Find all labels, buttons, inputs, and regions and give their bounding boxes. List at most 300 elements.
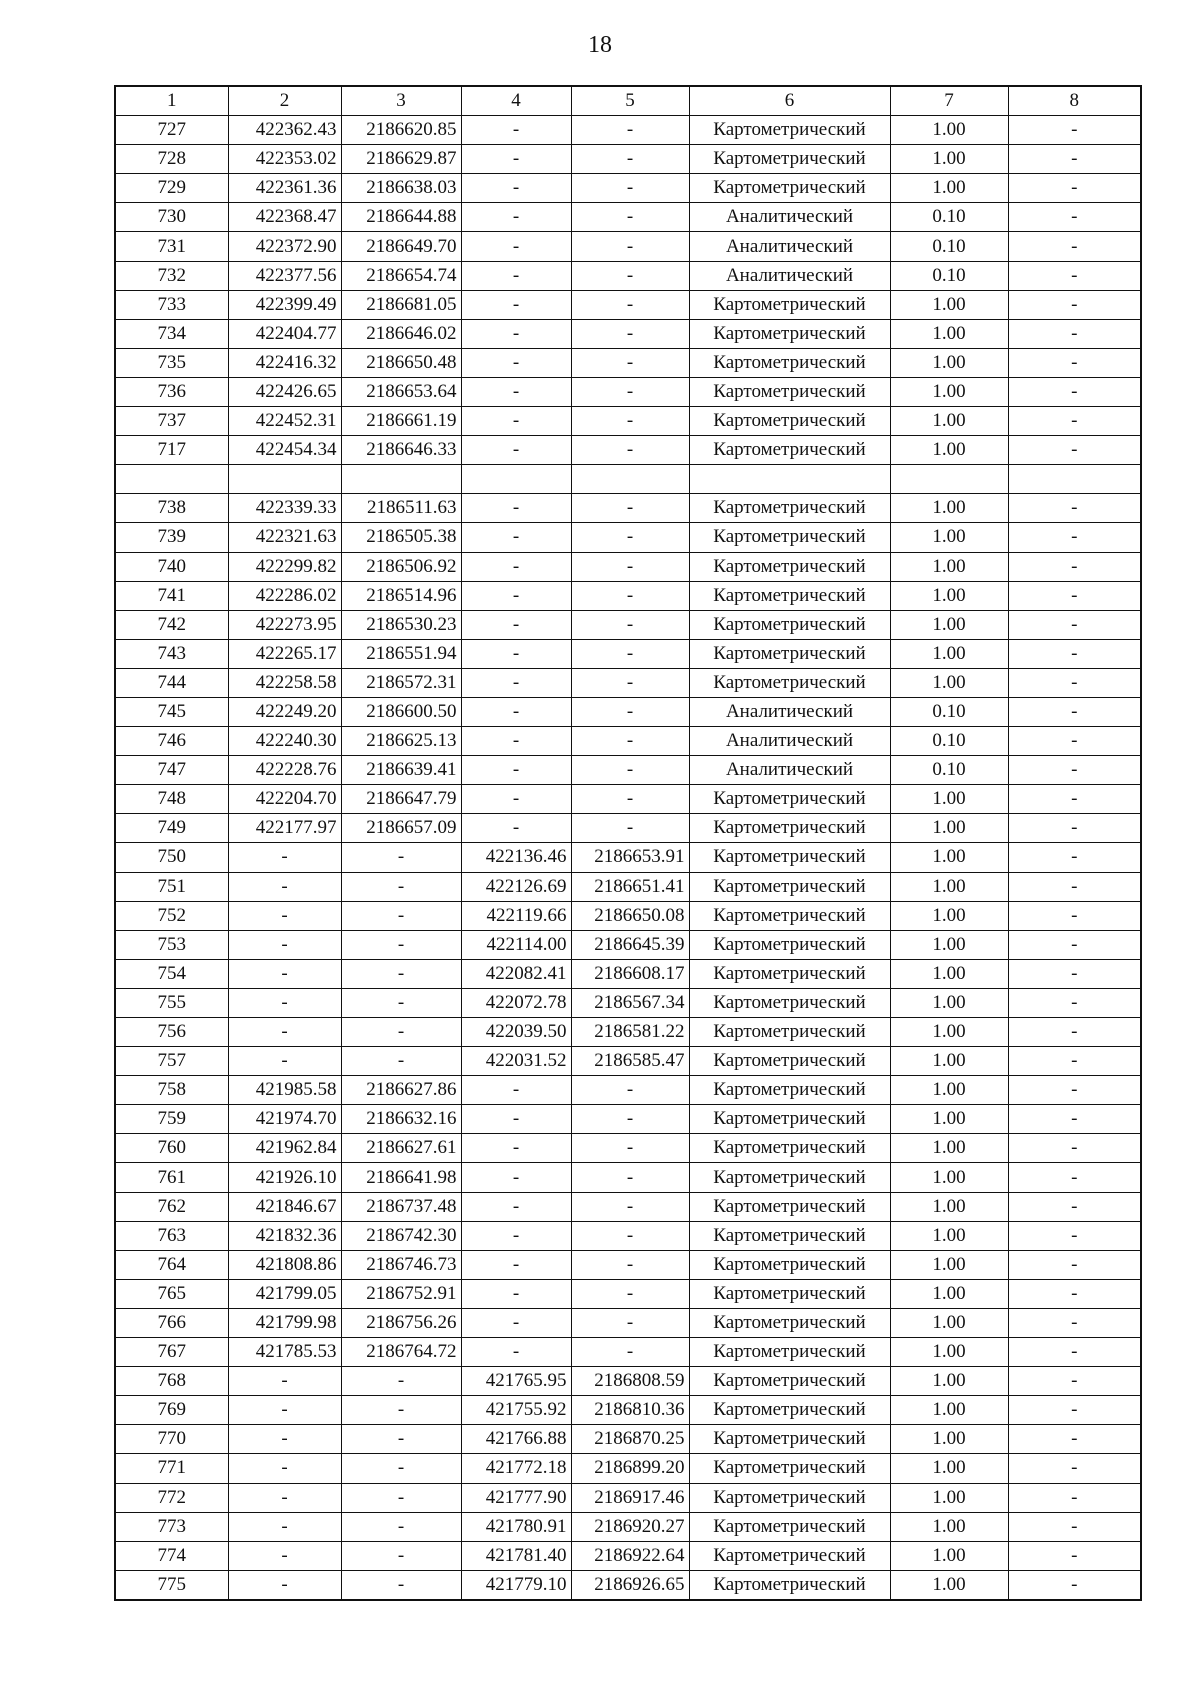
cell-point-number: 758 <box>115 1076 228 1105</box>
cell-x-existing: - <box>228 1570 341 1600</box>
cell-method: Картометрический <box>689 1512 890 1541</box>
cell-method: Картометрический <box>689 377 890 406</box>
cell-point-number: 752 <box>115 901 228 930</box>
cell-description: - <box>1008 756 1141 785</box>
cell-y-new: 2186567.34 <box>571 988 689 1017</box>
cell-x-new: - <box>461 785 571 814</box>
cell-y-new: - <box>571 756 689 785</box>
cell-y-existing: 2186647.79 <box>341 785 461 814</box>
table-row <box>115 116 1141 145</box>
cell-description: - <box>1008 785 1141 814</box>
cell-description: - <box>1008 1396 1141 1425</box>
cell-point-number: 767 <box>115 1338 228 1367</box>
cell-description: - <box>1008 1047 1141 1076</box>
cell-accuracy: 1.00 <box>890 1308 1008 1337</box>
table-row <box>115 872 1141 901</box>
cell-point-number: 769 <box>115 1396 228 1425</box>
table-row <box>115 494 1141 523</box>
cell-x-new: - <box>461 203 571 232</box>
cell-x-new: 422126.69 <box>461 872 571 901</box>
cell-method: Картометрический <box>689 668 890 697</box>
cell-x-new: 421779.10 <box>461 1570 571 1600</box>
cell-accuracy: 1.00 <box>890 1076 1008 1105</box>
table-row <box>115 1512 1141 1541</box>
table-body <box>115 116 1141 1600</box>
cell-accuracy: 1.00 <box>890 377 1008 406</box>
cell-y-existing: - <box>341 1367 461 1396</box>
cell-point-number: 733 <box>115 290 228 319</box>
cell-x-new: - <box>461 174 571 203</box>
cell-description: - <box>1008 697 1141 726</box>
cell-y-new: 2186653.91 <box>571 843 689 872</box>
cell-y-existing: 2186653.64 <box>341 377 461 406</box>
cell-description: - <box>1008 1250 1141 1279</box>
table-row <box>115 1105 1141 1134</box>
cell-y-existing <box>341 465 461 494</box>
cell-description: - <box>1008 232 1141 261</box>
cell-point-number <box>115 465 228 494</box>
cell-x-existing: 422240.30 <box>228 727 341 756</box>
table-row <box>115 1570 1141 1600</box>
cell-y-new: - <box>571 232 689 261</box>
cell-accuracy: 1.00 <box>890 988 1008 1017</box>
cell-y-new: 2186920.27 <box>571 1512 689 1541</box>
cell-point-number: 731 <box>115 232 228 261</box>
cell-y-existing: - <box>341 843 461 872</box>
cell-method: Картометрический <box>689 319 890 348</box>
cell-y-existing: 2186638.03 <box>341 174 461 203</box>
cell-point-number: 762 <box>115 1192 228 1221</box>
cell-y-existing: - <box>341 988 461 1017</box>
cell-x-existing: 422265.17 <box>228 639 341 668</box>
cell-method: Картометрический <box>689 1338 890 1367</box>
cell-point-number: 738 <box>115 494 228 523</box>
table-row <box>115 959 1141 988</box>
cell-x-existing: 422273.95 <box>228 610 341 639</box>
cell-x-existing: 422299.82 <box>228 552 341 581</box>
cell-method: Аналитический <box>689 261 890 290</box>
cell-method: Картометрический <box>689 581 890 610</box>
cell-method: Картометрический <box>689 407 890 436</box>
cell-point-number: 734 <box>115 319 228 348</box>
cell-description: - <box>1008 727 1141 756</box>
cell-accuracy: 1.00 <box>890 1221 1008 1250</box>
cell-x-new: - <box>461 639 571 668</box>
cell-x-existing: 421974.70 <box>228 1105 341 1134</box>
page-number: 18 <box>588 32 612 58</box>
cell-y-existing: - <box>341 1541 461 1570</box>
cell-x-existing: 421808.86 <box>228 1250 341 1279</box>
cell-y-new: - <box>571 552 689 581</box>
cell-x-new: 422082.41 <box>461 959 571 988</box>
cell-point-number: 736 <box>115 377 228 406</box>
cell-accuracy: 1.00 <box>890 930 1008 959</box>
cell-accuracy: 1.00 <box>890 1134 1008 1163</box>
cell-method: Картометрический <box>689 1308 890 1337</box>
cell-x-existing: 422258.58 <box>228 668 341 697</box>
cell-x-new: 422039.50 <box>461 1018 571 1047</box>
cell-accuracy: 1.00 <box>890 872 1008 901</box>
cell-y-existing: 2186681.05 <box>341 290 461 319</box>
cell-description: - <box>1008 581 1141 610</box>
table-row <box>115 261 1141 290</box>
cell-x-existing: 422404.77 <box>228 319 341 348</box>
cell-y-new: 2186810.36 <box>571 1396 689 1425</box>
cell-accuracy: 0.10 <box>890 232 1008 261</box>
cell-accuracy: 1.00 <box>890 523 1008 552</box>
column-header-1: 1 <box>115 86 228 116</box>
cell-method: Картометрический <box>689 1192 890 1221</box>
table-row <box>115 1396 1141 1425</box>
coordinates-table <box>114 85 1142 1601</box>
table-row <box>115 697 1141 726</box>
cell-method <box>689 465 890 494</box>
cell-y-new: - <box>571 1192 689 1221</box>
cell-x-existing: - <box>228 1454 341 1483</box>
cell-y-existing: - <box>341 872 461 901</box>
cell-x-existing: 422372.90 <box>228 232 341 261</box>
cell-method: Картометрический <box>689 814 890 843</box>
cell-y-new: - <box>571 1279 689 1308</box>
cell-y-new: - <box>571 261 689 290</box>
cell-y-new: - <box>571 319 689 348</box>
table-row <box>115 1454 1141 1483</box>
cell-y-new: 2186608.17 <box>571 959 689 988</box>
cell-accuracy: 1.00 <box>890 959 1008 988</box>
cell-y-existing: - <box>341 1018 461 1047</box>
cell-point-number: 763 <box>115 1221 228 1250</box>
cell-description: - <box>1008 959 1141 988</box>
cell-y-new: - <box>571 116 689 145</box>
table-row <box>115 290 1141 319</box>
cell-x-new: 422072.78 <box>461 988 571 1017</box>
cell-method: Картометрический <box>689 436 890 465</box>
table-row <box>115 1163 1141 1192</box>
cell-y-new: 2186917.46 <box>571 1483 689 1512</box>
cell-y-existing: 2186657.09 <box>341 814 461 843</box>
cell-x-existing: - <box>228 1367 341 1396</box>
cell-point-number: 765 <box>115 1279 228 1308</box>
cell-x-existing: 421926.10 <box>228 1163 341 1192</box>
table-row <box>115 581 1141 610</box>
cell-y-new: - <box>571 639 689 668</box>
cell-point-number: 744 <box>115 668 228 697</box>
cell-y-new: 2186922.64 <box>571 1541 689 1570</box>
cell-x-existing: - <box>228 1541 341 1570</box>
cell-accuracy: 1.00 <box>890 1454 1008 1483</box>
table-row <box>115 1134 1141 1163</box>
table-row <box>115 1221 1141 1250</box>
cell-y-new: - <box>571 610 689 639</box>
cell-x-new: - <box>461 116 571 145</box>
cell-x-existing: 422426.65 <box>228 377 341 406</box>
cell-x-new: - <box>461 1338 571 1367</box>
cell-y-new: - <box>571 1134 689 1163</box>
cell-accuracy: 1.00 <box>890 668 1008 697</box>
cell-description: - <box>1008 116 1141 145</box>
cell-description: - <box>1008 1483 1141 1512</box>
cell-y-new: 2186870.25 <box>571 1425 689 1454</box>
table-row <box>115 1483 1141 1512</box>
cell-accuracy: 1.00 <box>890 785 1008 814</box>
cell-y-existing: 2186625.13 <box>341 727 461 756</box>
cell-y-existing: 2186649.70 <box>341 232 461 261</box>
cell-y-existing: 2186746.73 <box>341 1250 461 1279</box>
column-header-7: 7 <box>890 86 1008 116</box>
cell-x-existing: 421962.84 <box>228 1134 341 1163</box>
table-row <box>115 203 1141 232</box>
cell-point-number: 748 <box>115 785 228 814</box>
cell-x-existing: - <box>228 872 341 901</box>
cell-y-new: 2186899.20 <box>571 1454 689 1483</box>
cell-x-new: - <box>461 145 571 174</box>
cell-y-new: - <box>571 348 689 377</box>
cell-x-new: - <box>461 697 571 726</box>
cell-x-new: 422114.00 <box>461 930 571 959</box>
cell-accuracy: 1.00 <box>890 843 1008 872</box>
cell-method: Картометрический <box>689 1279 890 1308</box>
cell-method: Картометрический <box>689 1105 890 1134</box>
cell-point-number: 766 <box>115 1308 228 1337</box>
cell-description: - <box>1008 1163 1141 1192</box>
cell-x-new: - <box>461 756 571 785</box>
cell-y-new: 2186585.47 <box>571 1047 689 1076</box>
cell-x-new: - <box>461 407 571 436</box>
cell-point-number: 753 <box>115 930 228 959</box>
cell-method: Аналитический <box>689 727 890 756</box>
table-row <box>115 174 1141 203</box>
cell-description: - <box>1008 872 1141 901</box>
cell-description: - <box>1008 319 1141 348</box>
cell-y-existing: - <box>341 930 461 959</box>
cell-point-number: 768 <box>115 1367 228 1396</box>
cell-point-number: 750 <box>115 843 228 872</box>
cell-x-existing: 422416.32 <box>228 348 341 377</box>
cell-accuracy: 0.10 <box>890 756 1008 785</box>
column-header-2: 2 <box>228 86 341 116</box>
cell-y-new: - <box>571 1105 689 1134</box>
cell-y-new: - <box>571 814 689 843</box>
cell-method: Картометрический <box>689 1076 890 1105</box>
cell-x-existing: 421985.58 <box>228 1076 341 1105</box>
cell-accuracy: 1.00 <box>890 552 1008 581</box>
cell-method: Картометрический <box>689 1134 890 1163</box>
table-row <box>115 1541 1141 1570</box>
cell-description: - <box>1008 494 1141 523</box>
cell-point-number: 771 <box>115 1454 228 1483</box>
cell-x-new: - <box>461 814 571 843</box>
column-header-6: 6 <box>689 86 890 116</box>
cell-description: - <box>1008 203 1141 232</box>
table-row <box>115 145 1141 174</box>
cell-y-existing: 2186641.98 <box>341 1163 461 1192</box>
cell-accuracy: 1.00 <box>890 1570 1008 1600</box>
cell-description: - <box>1008 930 1141 959</box>
cell-point-number: 756 <box>115 1018 228 1047</box>
cell-y-new: - <box>571 523 689 552</box>
cell-accuracy: 1.00 <box>890 581 1008 610</box>
cell-y-new: - <box>571 668 689 697</box>
cell-accuracy <box>890 465 1008 494</box>
cell-x-new: 421780.91 <box>461 1512 571 1541</box>
cell-x-new: - <box>461 1105 571 1134</box>
cell-accuracy: 0.10 <box>890 727 1008 756</box>
cell-point-number: 759 <box>115 1105 228 1134</box>
table-row <box>115 988 1141 1017</box>
cell-y-existing: - <box>341 1425 461 1454</box>
cell-y-new: - <box>571 785 689 814</box>
cell-y-existing: - <box>341 1047 461 1076</box>
cell-description: - <box>1008 814 1141 843</box>
cell-y-existing: 2186632.16 <box>341 1105 461 1134</box>
cell-x-existing <box>228 465 341 494</box>
cell-y-new: - <box>571 436 689 465</box>
cell-accuracy: 1.00 <box>890 1367 1008 1396</box>
cell-description: - <box>1008 1570 1141 1600</box>
cell-accuracy: 1.00 <box>890 1396 1008 1425</box>
cell-y-existing: - <box>341 1454 461 1483</box>
cell-accuracy: 0.10 <box>890 203 1008 232</box>
cell-description: - <box>1008 1338 1141 1367</box>
cell-x-existing: 422228.76 <box>228 756 341 785</box>
cell-x-new: 422136.46 <box>461 843 571 872</box>
cell-description: - <box>1008 1512 1141 1541</box>
cell-x-new: - <box>461 552 571 581</box>
cell-point-number: 727 <box>115 116 228 145</box>
table-row <box>115 348 1141 377</box>
cell-y-existing: 2186506.92 <box>341 552 461 581</box>
cell-accuracy: 0.10 <box>890 697 1008 726</box>
table-row <box>115 668 1141 697</box>
cell-y-existing: 2186627.86 <box>341 1076 461 1105</box>
cell-x-new: - <box>461 1250 571 1279</box>
cell-x-existing: - <box>228 930 341 959</box>
cell-x-existing: - <box>228 843 341 872</box>
table-row <box>115 756 1141 785</box>
cell-x-new: 421781.40 <box>461 1541 571 1570</box>
cell-method: Картометрический <box>689 494 890 523</box>
cell-accuracy: 1.00 <box>890 407 1008 436</box>
cell-y-existing: 2186620.85 <box>341 116 461 145</box>
cell-x-new: 421766.88 <box>461 1425 571 1454</box>
cell-method: Картометрический <box>689 1425 890 1454</box>
cell-description: - <box>1008 668 1141 697</box>
column-header-5: 5 <box>571 86 689 116</box>
cell-y-existing: 2186646.02 <box>341 319 461 348</box>
cell-x-existing: - <box>228 1425 341 1454</box>
cell-description: - <box>1008 261 1141 290</box>
cell-method: Картометрический <box>689 1163 890 1192</box>
cell-x-new: - <box>461 232 571 261</box>
cell-method: Картометрический <box>689 610 890 639</box>
cell-accuracy: 1.00 <box>890 1338 1008 1367</box>
cell-method: Картометрический <box>689 1396 890 1425</box>
cell-accuracy: 1.00 <box>890 1425 1008 1454</box>
cell-description: - <box>1008 1541 1141 1570</box>
cell-x-existing: 422452.31 <box>228 407 341 436</box>
cell-method: Картометрический <box>689 785 890 814</box>
table-row <box>115 1425 1141 1454</box>
table-row <box>115 1367 1141 1396</box>
cell-y-new: - <box>571 494 689 523</box>
table-row <box>115 727 1141 756</box>
cell-point-number: 729 <box>115 174 228 203</box>
cell-x-new: - <box>461 1134 571 1163</box>
cell-description <box>1008 465 1141 494</box>
cell-y-new: - <box>571 1308 689 1337</box>
cell-x-new: 422031.52 <box>461 1047 571 1076</box>
cell-method: Картометрический <box>689 1570 890 1600</box>
cell-accuracy: 1.00 <box>890 814 1008 843</box>
cell-y-existing: 2186530.23 <box>341 610 461 639</box>
cell-description: - <box>1008 1192 1141 1221</box>
cell-y-new: - <box>571 203 689 232</box>
cell-method: Аналитический <box>689 203 890 232</box>
table-row <box>115 901 1141 930</box>
cell-method: Картометрический <box>689 872 890 901</box>
cell-x-new: 421777.90 <box>461 1483 571 1512</box>
cell-y-new: - <box>571 407 689 436</box>
cell-point-number: 732 <box>115 261 228 290</box>
cell-y-new: 2186926.65 <box>571 1570 689 1600</box>
cell-method: Картометрический <box>689 1047 890 1076</box>
cell-y-existing: - <box>341 1570 461 1600</box>
cell-point-number: 770 <box>115 1425 228 1454</box>
cell-y-existing: 2186764.72 <box>341 1338 461 1367</box>
cell-accuracy: 1.00 <box>890 610 1008 639</box>
cell-y-new: 2186808.59 <box>571 1367 689 1396</box>
cell-method: Картометрический <box>689 174 890 203</box>
cell-x-existing: 421799.05 <box>228 1279 341 1308</box>
cell-x-existing: 422361.36 <box>228 174 341 203</box>
cell-point-number: 742 <box>115 610 228 639</box>
cell-accuracy: 1.00 <box>890 1018 1008 1047</box>
cell-x-existing: 422353.02 <box>228 145 341 174</box>
cell-method: Картометрический <box>689 1541 890 1570</box>
cell-y-new: 2186651.41 <box>571 872 689 901</box>
cell-accuracy: 1.00 <box>890 319 1008 348</box>
cell-x-new <box>461 465 571 494</box>
cell-accuracy: 1.00 <box>890 145 1008 174</box>
cell-x-new: - <box>461 290 571 319</box>
cell-point-number: 755 <box>115 988 228 1017</box>
cell-method: Картометрический <box>689 1454 890 1483</box>
cell-y-new: - <box>571 697 689 726</box>
cell-x-new: 422119.66 <box>461 901 571 930</box>
cell-x-existing: - <box>228 901 341 930</box>
table-row <box>115 319 1141 348</box>
cell-x-new: - <box>461 436 571 465</box>
cell-y-existing: - <box>341 1483 461 1512</box>
cell-x-existing: 422249.20 <box>228 697 341 726</box>
cell-point-number: 749 <box>115 814 228 843</box>
cell-y-existing: 2186572.31 <box>341 668 461 697</box>
cell-description: - <box>1008 377 1141 406</box>
cell-x-existing: - <box>228 1483 341 1512</box>
cell-y-new: - <box>571 1163 689 1192</box>
cell-accuracy: 1.00 <box>890 290 1008 319</box>
cell-x-new: - <box>461 581 571 610</box>
table-row <box>115 610 1141 639</box>
cell-x-existing: 422377.56 <box>228 261 341 290</box>
cell-x-existing: - <box>228 1396 341 1425</box>
cell-x-existing: 422368.47 <box>228 203 341 232</box>
cell-point-number: 739 <box>115 523 228 552</box>
cell-y-existing: 2186756.26 <box>341 1308 461 1337</box>
cell-y-existing: - <box>341 959 461 988</box>
cell-point-number: 764 <box>115 1250 228 1279</box>
cell-description: - <box>1008 1308 1141 1337</box>
